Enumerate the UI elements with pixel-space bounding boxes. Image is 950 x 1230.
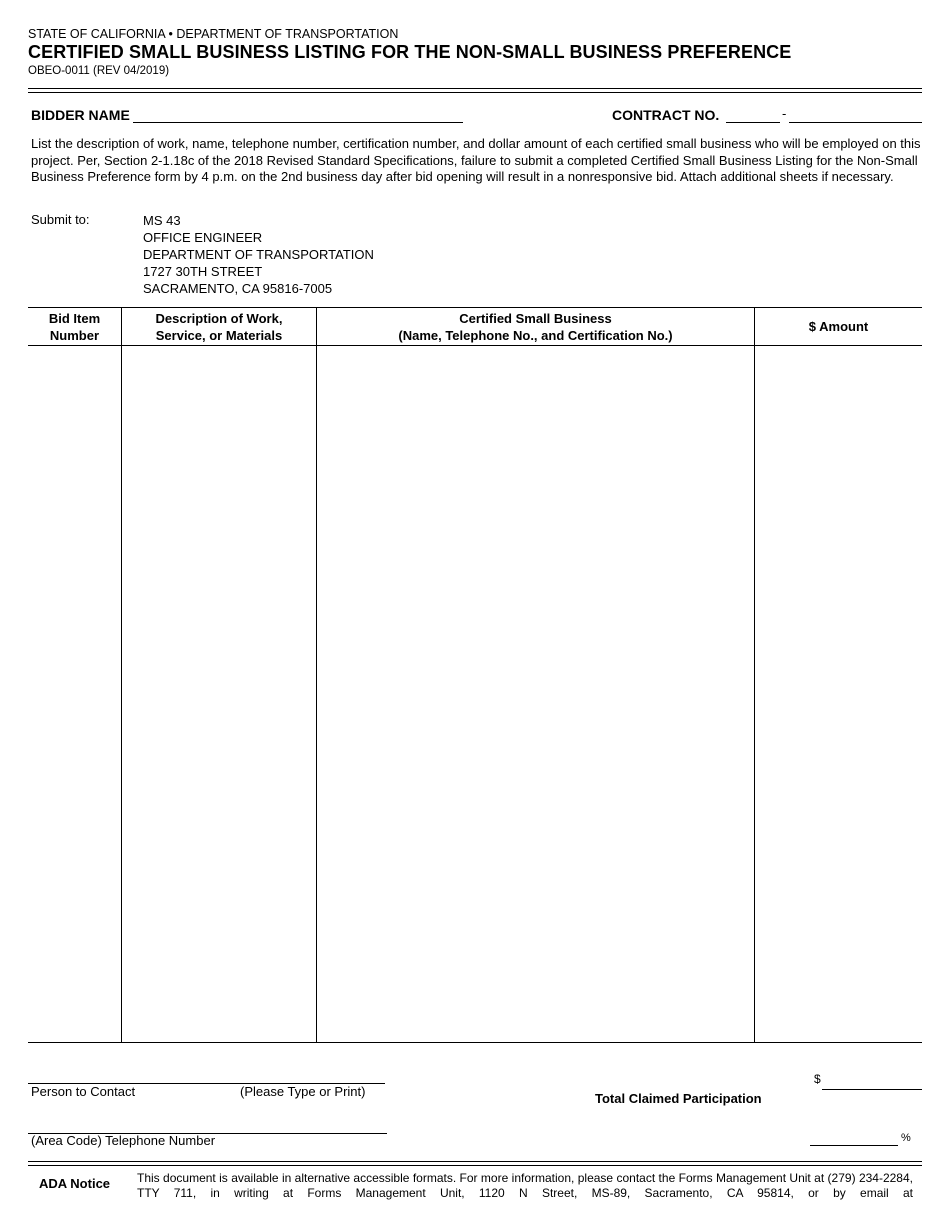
address-line: OFFICE ENGINEER bbox=[143, 230, 263, 245]
ada-notice-text: This document is available in alternative accessible formats. For more information, please contact the Forms Management Unit at (279) 234-2284, TTY 711, in writing at Forms Management Unit, 1120 N Street, MS-89, Sacramento, CA 95814, or by email at bbox=[137, 1171, 913, 1200]
header-divider-top bbox=[28, 88, 922, 89]
listing-table bbox=[28, 307, 922, 1043]
amount-entry-area[interactable] bbox=[755, 346, 922, 1042]
address-line: DEPARTMENT OF TRANSPORTATION bbox=[143, 247, 374, 262]
total-claimed-label: Total Claimed Participation bbox=[595, 1091, 762, 1106]
address-line: MS 43 bbox=[143, 213, 181, 228]
bid-item-entry-area[interactable] bbox=[28, 346, 121, 1042]
contract-no-label: CONTRACT NO. bbox=[612, 107, 720, 123]
column-header-description bbox=[122, 308, 316, 345]
column-header-line: Certified Small Business bbox=[459, 310, 612, 326]
submit-to-label: Submit to: bbox=[31, 212, 90, 227]
column-header-certified-business bbox=[317, 308, 754, 345]
person-to-contact-label: Person to Contact bbox=[31, 1084, 136, 1099]
description-entry-area[interactable] bbox=[122, 346, 316, 1042]
total-percent-field[interactable] bbox=[810, 1144, 898, 1146]
column-header-amount bbox=[755, 308, 922, 345]
column-header-line: $ Amount bbox=[808, 319, 869, 334]
address-line: 1727 30TH STREET bbox=[143, 264, 263, 279]
form-number: OBEO-0011 (REV 04/2019) bbox=[28, 65, 170, 77]
column-header-line: Service, or Materials bbox=[155, 327, 283, 343]
total-amount-field[interactable] bbox=[822, 1088, 922, 1090]
contract-no-separator: - bbox=[782, 106, 787, 121]
footer-divider-bottom bbox=[28, 1165, 922, 1166]
address-line: SACRAMENTO, CA 95816-7005 bbox=[143, 281, 333, 296]
form-title: CERTIFIED SMALL BUSINESS LISTING FOR THE NON-SMALL BUSINESS PREFERENCE bbox=[28, 42, 792, 62]
agency-heading: STATE OF CALIFORNIA • DEPARTMENT OF TRANSPORTATION bbox=[28, 27, 399, 41]
column-header-line: Bid Item bbox=[48, 310, 101, 326]
telephone-label: (Area Code) Telephone Number bbox=[31, 1133, 216, 1148]
ada-notice-label: ADA Notice bbox=[39, 1176, 111, 1191]
bidder-name-label: BIDDER NAME bbox=[31, 107, 130, 123]
dollar-sign: $ bbox=[814, 1072, 821, 1086]
contract-no-field-1[interactable] bbox=[726, 121, 780, 123]
footer-divider-top bbox=[28, 1161, 922, 1162]
column-header-line: Number bbox=[49, 327, 100, 343]
please-type-label: (Please Type or Print) bbox=[240, 1084, 366, 1099]
header-divider-bottom bbox=[28, 92, 922, 93]
contract-no-field-2[interactable] bbox=[789, 121, 922, 123]
certified-business-entry-area[interactable] bbox=[317, 346, 754, 1042]
column-header-line: (Name, Telephone No., and Certification No.) bbox=[398, 327, 673, 343]
column-header-bid-item bbox=[28, 308, 121, 345]
submit-address bbox=[143, 212, 374, 297]
column-header-line: Description of Work, bbox=[155, 310, 283, 326]
bidder-name-field[interactable] bbox=[133, 121, 463, 123]
instructions-text: List the description of work, name, telephone number, certification number, and dollar amount of each certified small business who will be employed on this project. Per, Section 2-1.18c of the 2018 Revised Standard Specifications, failure to submit a completed Certified Small Business Listing for the Non-Small Business Preference form by 4 p.m. on the 2nd business day after bid opening will result in a nonresponsive bid. Attach additional sheets if necessary. bbox=[31, 136, 921, 185]
percent-sign: % bbox=[901, 1132, 911, 1144]
